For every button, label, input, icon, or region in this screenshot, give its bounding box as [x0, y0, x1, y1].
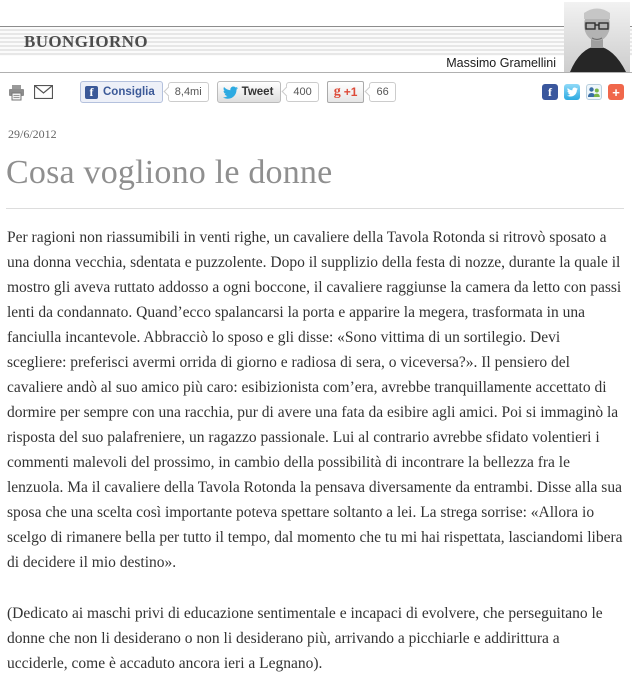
addthis-share-icon[interactable]: + [608, 84, 624, 100]
facebook-like-button[interactable] [80, 81, 163, 103]
header-striped-band [0, 26, 632, 56]
plusone-count: 66 [369, 82, 395, 102]
plusone-label: +1 [343, 85, 358, 99]
facebook-f-icon: f [85, 86, 98, 99]
google-g-icon: g [333, 84, 341, 99]
bubble-notch [163, 87, 173, 97]
article-paragraph: Per ragioni non riassumibili in venti righe, un cavaliere della Tavola Rotonda si ritrovò sposato a una donna vecchia, sdentata e puzzolente. Dopo il supplizio della festa di nozze, durante la quale il mostro gli aveva ruttato addosso a ogni boccone, il cavaliere raggiunse la camera da letto con passi lenti da condannato. Quand’ecco spalancarsi la porta e apparire la megera, trasformata in una fanciulla incantevole. Abbracciò lo sposo e gli disse: «Sono vittima di un sortilegio. Devi scegliere: preferisci avermi orrida di giorno e radiosa di sera, o viceversa?». Il pensiero del cavaliere andò al suo amico più caro: esibizionista com’era, avrebbe tranquillamente accettato di dormire per sempre con una racchia, pur di avere una fata da esibire agli amici. Poi si immaginò la risposta del suo palafreniere, un ragazzo passionale. Lui al contrario avrebbe sfidato volentieri i commenti malevoli del prossimo, in cambio della possibilità di incontrare la bellezza fra le lenzuola. Ma il cavaliere della Tavola Rotonda la pensava diversamente da entrambi. Disse alla sua sposa che una scelta così importante poteva spettare soltanto a lei. La strega sorrise: «Allora io scelgo di rimanere bella per tutto il tempo, dal momento che tu mi hai rispettata, lasciandomi libera di decidere il mio destino». [7, 229, 623, 571]
social-people-icon[interactable] [586, 84, 602, 100]
tweet-count: 400 [286, 82, 318, 102]
title-divider [6, 208, 624, 209]
tweet-button[interactable] [217, 81, 282, 103]
print-icon[interactable] [8, 84, 25, 101]
column-title: BUONGIORNO [24, 32, 148, 51]
tweet-label: Tweet [241, 86, 274, 98]
google-plusone-button[interactable] [327, 81, 365, 103]
facebook-share-icon[interactable]: f [542, 84, 558, 100]
author-portrait-image [564, 2, 630, 72]
facebook-like-label: Consiglia [103, 86, 155, 98]
article-title: Cosa vogliono le donne [6, 154, 333, 191]
article-body [7, 225, 623, 676]
article-date: 29/6/2012 [8, 127, 57, 141]
twitter-bird-icon [223, 86, 238, 99]
article-paragraph: (Dedicato ai maschi privi di educazione sentimentale e incapaci di evolvere, che perseguitano le donne che non li desiderano o non li desiderano più, arrivando a picchiarle e addirittura a ucciderle, come è accaduto ancora ieri a Legnano). [7, 605, 603, 672]
twitter-share-icon[interactable] [564, 84, 580, 100]
bubble-notch [282, 87, 292, 97]
facebook-like-count: 8,4mi [168, 82, 209, 102]
author-photo [564, 2, 630, 72]
share-toolbar [8, 79, 624, 105]
email-icon[interactable] [34, 85, 53, 99]
bubble-notch [365, 87, 375, 97]
column-header [0, 0, 632, 73]
author-name: Massimo Gramellini [446, 56, 556, 70]
